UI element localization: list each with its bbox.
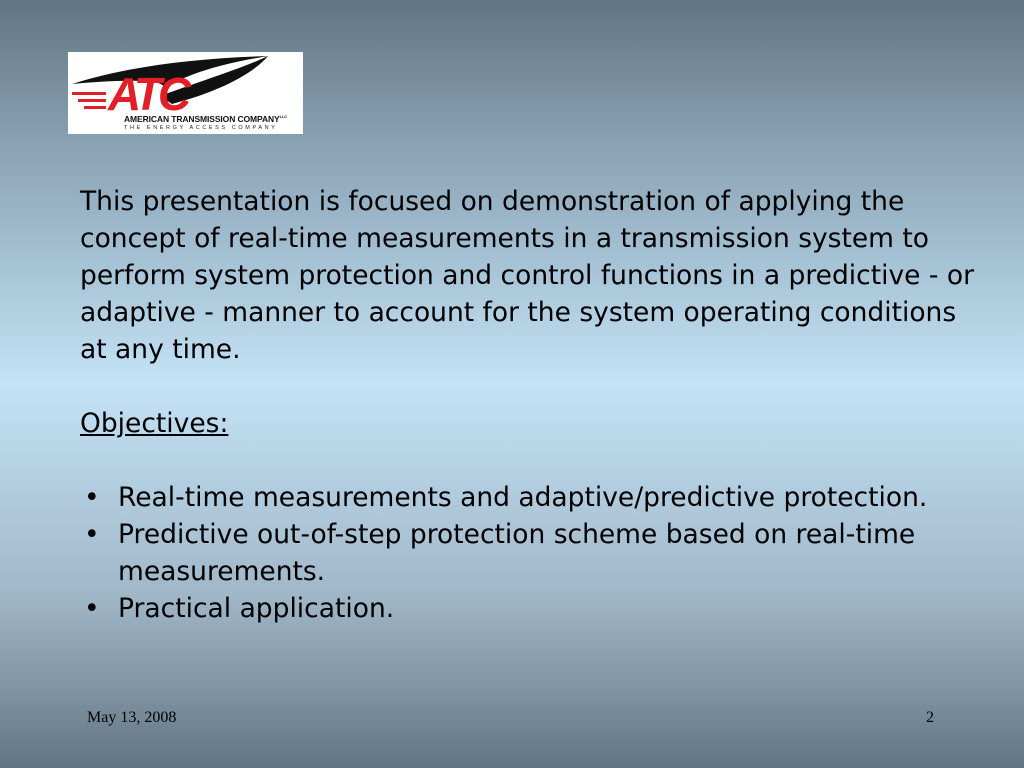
bullet-text: Predictive out-of-step protection scheme based on real-time measurements. [118, 519, 916, 587]
bullet-icon: • [84, 593, 100, 624]
company-logo [68, 52, 303, 134]
list-item [80, 590, 985, 627]
bullet-text: Practical application. [118, 593, 395, 624]
list-item [80, 479, 985, 516]
logo-tagline: THE ENERGY ACCESS COMPANY [124, 125, 278, 131]
objectives-list [80, 479, 985, 627]
svg-text:ATC: ATC [108, 68, 188, 120]
bullet-icon: • [84, 482, 100, 513]
list-item [80, 516, 985, 590]
logo-company-name: AMERICAN TRANSMISSION $COMPANY^{LLC}$ [124, 114, 288, 124]
bullet-text: Real-time measurements and adaptive/predictive protection. [118, 482, 928, 513]
footer-date: May 13, 2008 [87, 709, 177, 726]
objectives-heading: Objectives: [80, 408, 229, 439]
intro-paragraph: This presentation is focused on demonstration of applying the concept of real-time measurements in a transmission system to perform system protection and control functions in a predictive - or adaptive - manner to account for the system operating conditions at any time. [80, 186, 974, 365]
page-number: 2 [926, 709, 934, 726]
bullet-icon: • [84, 519, 100, 550]
slide-content [80, 183, 985, 627]
